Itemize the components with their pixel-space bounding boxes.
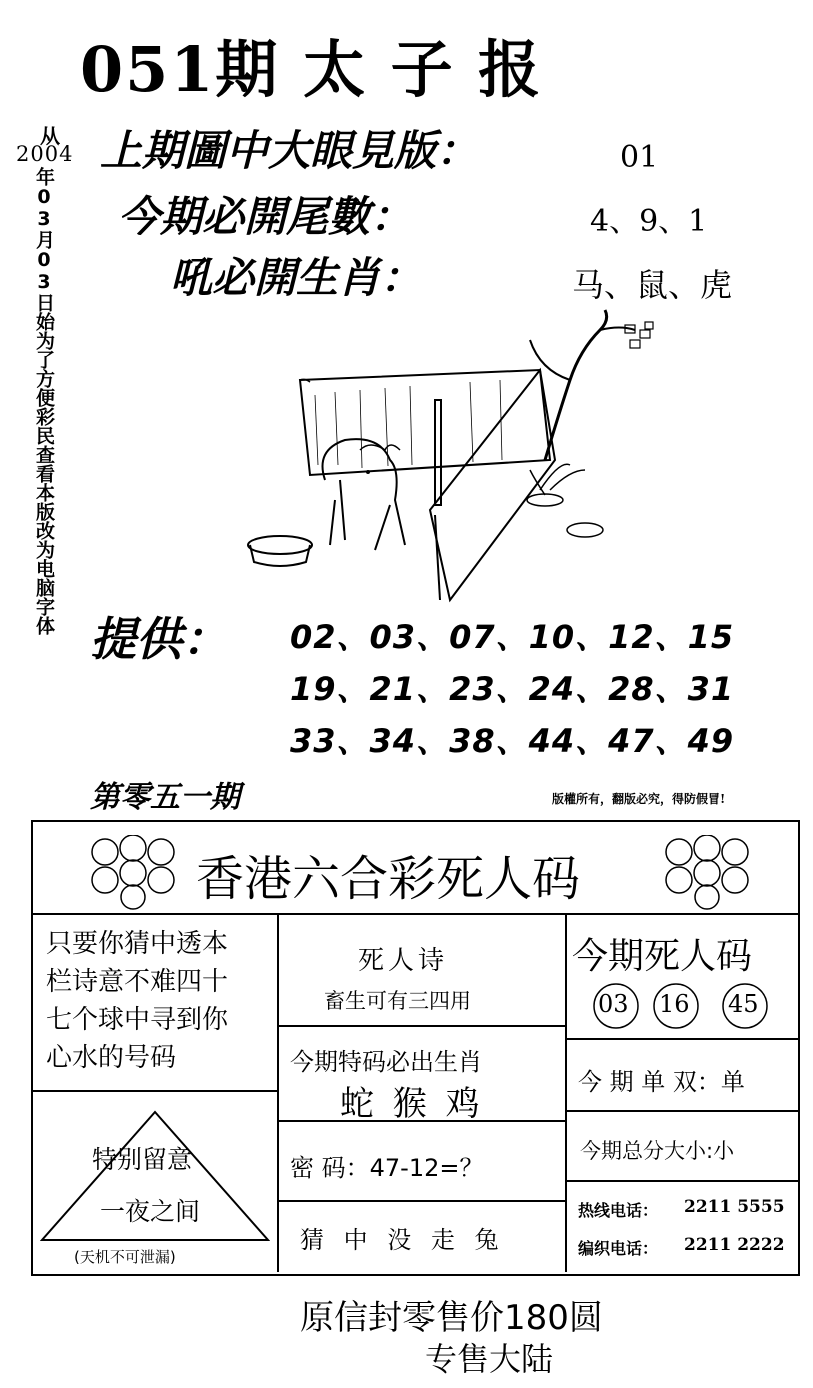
provide-label: 提供： xyxy=(90,612,228,666)
box-divider xyxy=(31,913,798,915)
issue-label: 第零五一期 xyxy=(90,780,240,815)
box-col-divider-1 xyxy=(277,913,279,1272)
side-vertical-note: 年03月03日始为了方便彩民查看本版改为电脑字体 xyxy=(33,167,55,635)
dead-number-ball: 16 xyxy=(659,990,690,1018)
edit-number: 2211 2222 xyxy=(684,1235,785,1255)
dead-number-ball: 45 xyxy=(728,990,759,1018)
last-issue-value: 01 xyxy=(620,140,659,175)
left-poem-line: 栏诗意不难四十 xyxy=(46,967,229,997)
code-puzzle: 密 码：47-12=？ xyxy=(290,1154,484,1182)
side-top-char: 从 xyxy=(40,124,60,148)
left-poem-line: 只要你猜中透本 xyxy=(46,929,229,959)
left-poem xyxy=(46,925,272,1077)
price-line: 原信封零售价180圆 xyxy=(300,1298,603,1338)
poem-title: 死人诗 xyxy=(358,946,449,976)
edit-label: 编织电话： xyxy=(578,1239,659,1258)
left-poem-line: 心水的号码 xyxy=(46,1043,177,1073)
dead-number-list xyxy=(590,983,790,1029)
hotline-label: 热线电话： xyxy=(578,1201,659,1220)
side-year: 2004 xyxy=(16,142,74,166)
box-col-divider-2 xyxy=(565,913,567,1272)
left-row-divider xyxy=(31,1090,277,1092)
dead-number-title: 今期死人码 xyxy=(572,936,753,977)
special-title: 特别留意 xyxy=(92,1145,193,1174)
zodiac-value: 马、鼠、虎 xyxy=(572,266,733,304)
balls-left-icon xyxy=(88,835,178,910)
special-note: (天机不可泄漏) xyxy=(74,1248,176,1266)
zodiac-title: 今期特码必出生肖 xyxy=(290,1048,482,1076)
provide-row-1: 02、03、07、10、12、15 xyxy=(290,618,735,656)
provide-row-2: 19、21、23、24、28、31 xyxy=(290,670,735,708)
tail-number-value: 4、9、1 xyxy=(590,204,708,239)
copyright-note: 版權所有，翻版必究，得防假冒! xyxy=(552,792,726,806)
total-size: 今期总分大小:小 xyxy=(580,1139,735,1163)
special-body: 一夜之间 xyxy=(100,1197,201,1226)
provide-row-3: 33、34、38、44、47、49 xyxy=(290,722,735,760)
right-row-divider-1 xyxy=(565,1038,798,1040)
sale-region: 专售大陆 xyxy=(425,1340,554,1378)
zodiac-values: 蛇 猴 鸡 xyxy=(340,1084,484,1124)
odd-even: 今 期 单 双：单 xyxy=(578,1068,745,1096)
mid-row-divider-1 xyxy=(277,1025,565,1027)
mid-row-divider-3 xyxy=(277,1200,565,1202)
balls-right-icon xyxy=(662,835,752,910)
right-row-divider-2 xyxy=(565,1110,798,1112)
guess-line: 猜 中 没 走 兔 xyxy=(300,1226,505,1254)
poem-line: 畜生可有三四用 xyxy=(324,989,471,1013)
hotline-number: 2211 5555 xyxy=(684,1197,785,1217)
dead-number-ball: 03 xyxy=(598,990,629,1018)
left-poem-line: 七个球中寻到你 xyxy=(46,1005,229,1035)
right-row-divider-3 xyxy=(565,1180,798,1182)
goat-illustration xyxy=(240,300,690,610)
tail-number-label: 今期必開尾數： xyxy=(118,192,413,241)
zodiac-label: 吼必開生肖： xyxy=(170,253,423,302)
page-title: 051期 太 子 报 xyxy=(80,33,543,106)
last-issue-label: 上期圖中大眼見版： xyxy=(100,126,479,175)
box-title: 香港六合彩死人码 xyxy=(196,851,581,907)
